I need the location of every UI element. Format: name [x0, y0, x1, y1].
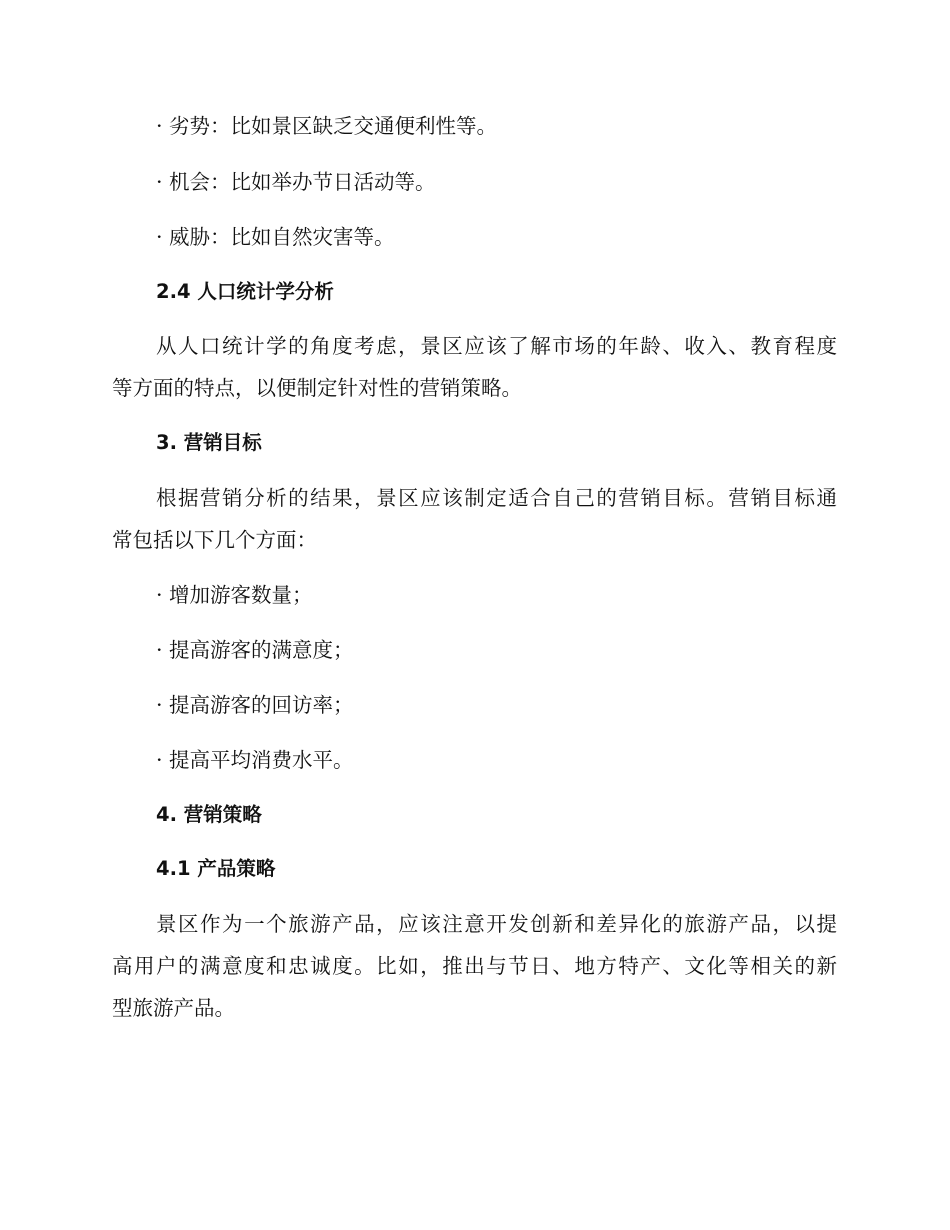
- paragraph-goals-line-2: 常包括以下几个方面：: [112, 528, 317, 552]
- paragraph-goals-line-1: 根据营销分析的结果，景区应该制定适合自己的营销目标。营销目标通: [156, 486, 837, 510]
- bullet-improve-satisfaction: · 提高游客的满意度；: [156, 638, 354, 662]
- bullet-opportunity: · 机会：比如举办节日活动等。: [156, 170, 436, 194]
- bullet-weakness: · 劣势：比如景区缺乏交通便利性等。: [156, 114, 498, 138]
- bullet-threat: · 威胁：比如自然灾害等。: [156, 225, 395, 249]
- paragraph-product-line-3: 型旅游产品。: [112, 996, 235, 1020]
- paragraph-product-line-2: 高用户的满意度和忠诚度。比如，推出与节日、地方特产、文化等相关的新: [112, 954, 837, 978]
- bullet-improve-spending: · 提高平均消费水平。: [156, 748, 354, 772]
- bullet-increase-visitors: · 增加游客数量；: [156, 583, 313, 607]
- paragraph-demographics-line-1: 从人口统计学的角度考虑，景区应该了解市场的年龄、收入、教育程度: [156, 334, 837, 358]
- section-heading-2-4: 2.4 人口统计学分析: [156, 280, 334, 303]
- paragraph-demographics-line-2: 等方面的特点，以便制定针对性的营销策略。: [112, 376, 522, 400]
- bullet-improve-revisit-rate: · 提高游客的回访率；: [156, 693, 354, 717]
- section-heading-3: 3. 营销目标: [156, 431, 262, 454]
- paragraph-product-line-1: 景区作为一个旅游产品，应该注意开发创新和差异化的旅游产品，以提: [156, 912, 837, 936]
- section-heading-4-1: 4.1 产品策略: [156, 857, 276, 880]
- section-heading-4: 4. 营销策略: [156, 803, 262, 826]
